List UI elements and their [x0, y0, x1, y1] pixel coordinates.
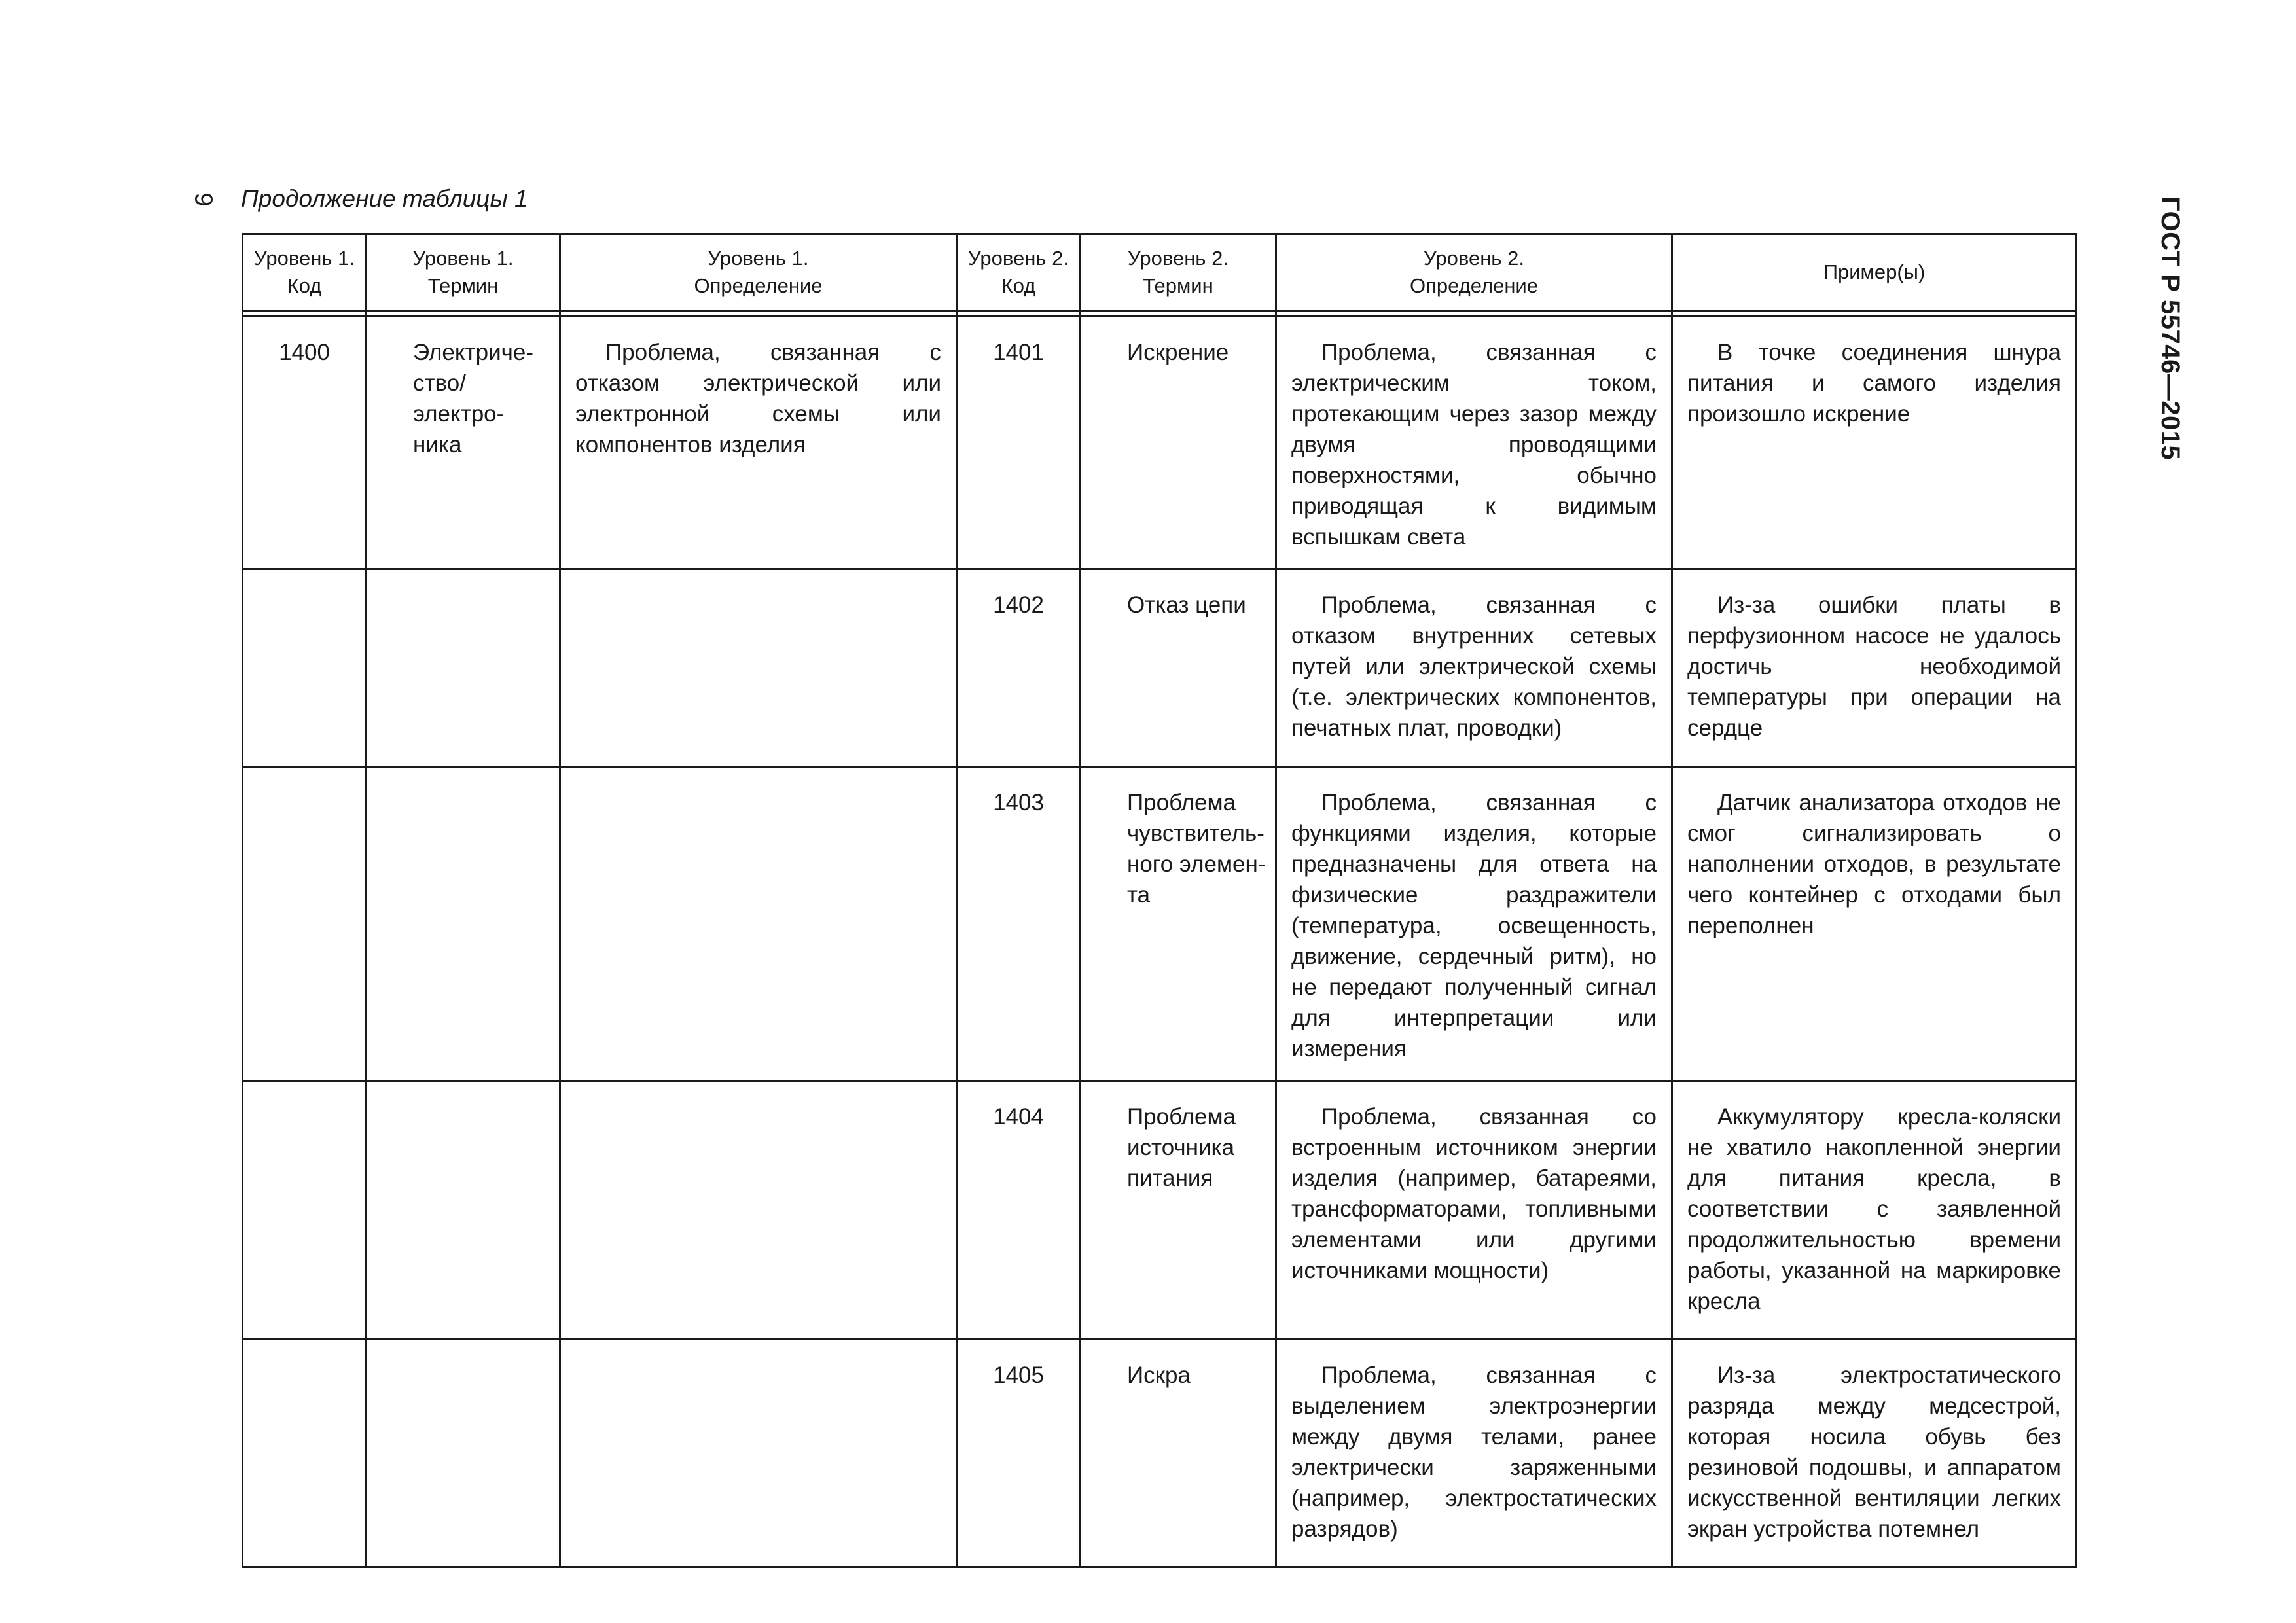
l1-code-cell [243, 767, 367, 1081]
l1-definition-cell: Проблема, связанная с отказом электрической или электронной схемы или компонентов изделия [560, 317, 957, 569]
l2-term-cell: Искрение [1081, 317, 1276, 569]
header-separator [243, 311, 2077, 317]
l1-code-cell [243, 1081, 367, 1340]
header-l2-term: Уровень 2. Термин [1081, 234, 1276, 311]
l1-term-cell [367, 569, 560, 767]
l2-code-cell: 1401 [957, 317, 1081, 569]
l1-term-cell [367, 1081, 560, 1340]
table-row [243, 767, 2077, 1081]
table-row [243, 569, 2077, 767]
page-number: 9 [189, 192, 217, 207]
l2-definition-cell: Проблема, связанная с функциями изделия, которые предназначены для ответа на физические раздражители (температура, освещенность, движение, сердечный ритм), но не передают полученный сигнал для интерпретации или измерения [1276, 767, 1672, 1081]
l2-term-cell: Искра [1081, 1340, 1276, 1567]
header-l1-code: Уровень 1. Код [243, 234, 367, 311]
l2-code-cell: 1403 [957, 767, 1081, 1081]
l1-code-cell [243, 569, 367, 767]
l1-definition-cell [560, 767, 957, 1081]
example-cell: Датчик анализатора отходов не смог сигнализировать о наполнении отходов, в результате чего контейнер с отходами был переполнен [1672, 767, 2077, 1081]
table-row [243, 1340, 2077, 1567]
header-examples: Пример(ы) [1672, 234, 2077, 311]
l2-term-cell: Проблема чувствитель-ного элемен-та [1081, 767, 1276, 1081]
l1-code-cell [243, 1340, 367, 1567]
l2-term-cell: Отказ цепи [1081, 569, 1276, 767]
l1-definition-cell [560, 1340, 957, 1567]
header-l2-code: Уровень 2. Код [957, 234, 1081, 311]
l2-code-cell: 1405 [957, 1340, 1081, 1567]
header-l2-definition: Уровень 2. Определение [1276, 234, 1672, 311]
example-cell: Аккумулятору кресла-коляски не хватило накопленной энергии для питания кресла, в соответствии с заявленной продолжительностью времени работы, указанной на маркировке кресла [1672, 1081, 2077, 1340]
l1-definition-cell [560, 569, 957, 767]
l1-term-cell [367, 767, 560, 1081]
table-row [243, 317, 2077, 569]
l1-code-cell: 1400 [243, 317, 367, 569]
example-cell: В точке соединения шнура питания и самого изделия произошло искрение [1672, 317, 2077, 569]
example-cell: Из-за электростатического разряда между медсестрой, которая носила обувь без резиновой подошвы, и аппаратом искусственной вентиляции легких экран устройства потемнел [1672, 1340, 2077, 1567]
classification-table [242, 233, 2077, 1568]
l2-definition-cell: Проблема, связанная со встроенным источником энергии изделия (например, батареями, трансформаторами, топливными элементами или другими источниками мощности) [1276, 1081, 1672, 1340]
l1-definition-cell [560, 1081, 957, 1340]
header-l1-definition: Уровень 1. Определение [560, 234, 957, 311]
example-cell: Из-за ошибки платы в перфузионном насосе не удалось достичь необходимой температуры при операции на сердце [1672, 569, 2077, 767]
l2-definition-cell: Проблема, связанная с выделением электроэнергии между двумя телами, ранее электрически заряженными (например, электростатических разрядов) [1276, 1340, 1672, 1567]
table-caption: Продолжение таблицы 1 [241, 185, 528, 212]
l2-definition-cell: Проблема, связанная с электрическим током, протекающим через зазор между двумя проводящими поверхностями, обычно приводящая к видимым вспышкам света [1276, 317, 1672, 569]
l2-term-cell: Проблема источника питания [1081, 1081, 1276, 1340]
l1-term-cell: Электриче-ство/электро-ника [367, 317, 560, 569]
l2-code-cell: 1404 [957, 1081, 1081, 1340]
l2-code-cell: 1402 [957, 569, 1081, 767]
standard-designation: ГОСТ Р 55746—2015 [2156, 196, 2185, 461]
header-l1-term: Уровень 1. Термин [367, 234, 560, 311]
table-header [243, 234, 2077, 317]
l1-term-cell [367, 1340, 560, 1567]
l2-definition-cell: Проблема, связанная с отказом внутренних сетевых путей или электрической схемы (т.е. электрических компонентов, печатных плат, проводки) [1276, 569, 1672, 767]
table-row [243, 1081, 2077, 1340]
